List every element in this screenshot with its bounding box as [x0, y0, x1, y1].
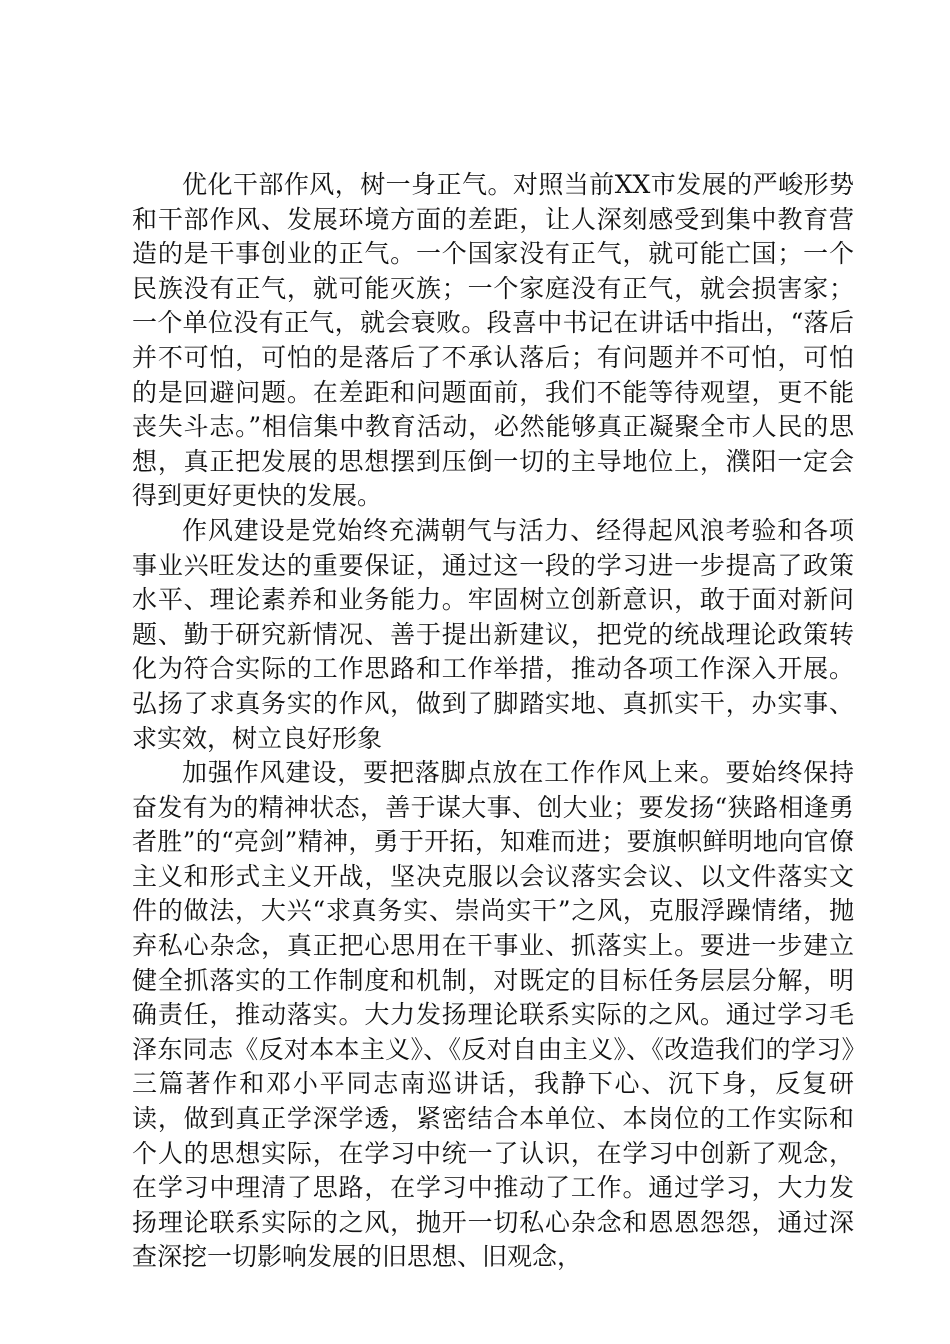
paragraph-style-building: 作风建设是党始终充满朝气与活力、经得起风浪考验和各项事业兴旺发达的重要保证，通过这一段的学习进一步提高了政策水平、理论素养和业务能力。牢固树立创新意识，敢于面对新问题、勤于研究新情况、善于提出新建议，把党的统战理论政策转化为符合实际的工作思路和工作举措，推动各项工作深入开展。弘扬了求真务实的作风，做到了脚踏实地、真抓实干，办实事、求实效，树立良好形象 [132, 515, 854, 753]
document-body [132, 168, 854, 1275]
paragraph-cadre-style: 优化干部作风，树一身正气。对照当前XX市发展的严峻形势和干部作风、发展环境方面的差距，让人深刻感受到集中教育营造的是干事创业的正气。一个国家没有正气，就可能亡国；一个民族没有正气，就可能灭族；一个家庭没有正气，就会损害家；一个单位没有正气，就会衰败。段喜中书记在讲话中指出，“落后并不可怕，可怕的是落后了不承认落后；有问题并不可怕，可怕的是回避问题。在差距和问题面前，我们不能等待观望，更不能丧失斗志。”相信集中教育活动，必然能够真正凝聚全市人民的思想，真正把发展的思想摆到压倒一切的主导地位上，濮阳一定会得到更好更快的发展。 [132, 170, 854, 511]
paragraph-strengthen-style: 加强作风建设，要把落脚点放在工作作风上来。要始终保持奋发有为的精神状态，善于谋大事、创大业；要发扬“狭路相逢勇者胜”的“亮剑”精神，勇于开拓，知难而进；要旗帜鲜明地向官僚主义和形式主义开战，坚决克服以会议落实会议、以文件落实文件的做法，大兴“求真务实、崇尚实干”之风，克服浮躁情绪，抛弃私心杂念，真正把心思用在干事业、抓落实上。要进一步建立健全抓落实的工作制度和机制，对既定的目标任务层层分解，明确责任，推动落实。大力发扬理论联系实际的之风。通过学习毛泽东同志《反对本本主义》、《反对自由主义》、《改造我们的学习》三篇著作和邓小平同志南巡讲话，我静下心、沉下身，反复研读，做到真正学深学透，紧密结合本单位、本岗位的工作实际和个人的思想实际，在学习中统一了认识，在学习中创新了观念，在学习中理清了思路，在学习中推动了工作。通过学习，大力发扬理论联系实际的之风，抛开一切私心杂念和恩恩怨怨，通过深查深挖一切影响发展的旧思想、旧观念， [132, 758, 854, 1272]
